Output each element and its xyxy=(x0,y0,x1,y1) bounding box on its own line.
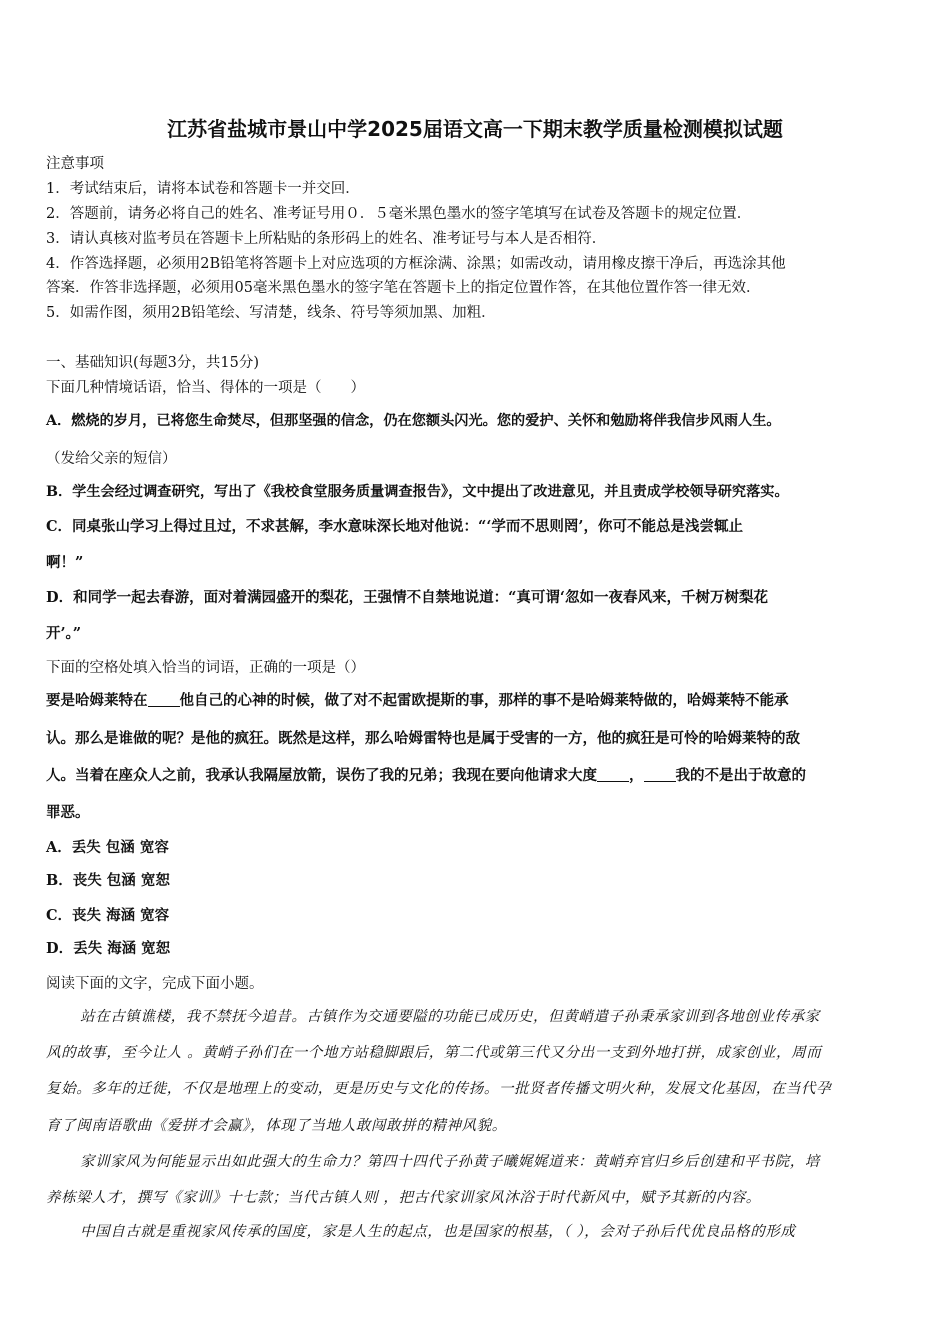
question-2-passage-line xyxy=(46,764,806,785)
question-2-passage-line xyxy=(46,689,789,710)
question-2-option-a: A．丢失 包涵 宽容 xyxy=(46,839,169,856)
question-2-option-b: B．丧失 包涵 宽恕 xyxy=(46,872,170,889)
question-1-stem: 下面几种情境话语，恰当、得体的一项是（ ） xyxy=(46,380,365,396)
question-2-option-c: C．丧失 海涵 宽容 xyxy=(46,907,170,924)
question-1-option-a-note: （发给父亲的短信） xyxy=(46,451,177,467)
notice-item: 答案．作答非选择题，必须用05毫米黑色墨水的签字笔在答题卡上的指定位置作答，在其他位置作答一律无效． xyxy=(46,280,761,296)
notice-item: 5．如需作图，须用2B铅笔绘、写清楚，线条、符号等须加黑、加粗． xyxy=(46,305,496,321)
notice-item: 4．作答选择题，必须用2B铅笔将答题卡上对应选项的方框涂满、涂黑；如需改动，请用橡皮擦干净后，再选涂其他 xyxy=(46,256,786,272)
notice-item: 1．考试结束后，请将本试卷和答题卡一并交回． xyxy=(46,181,360,197)
fill-blank xyxy=(148,692,180,707)
reading-paragraph-line: 站在古镇谯楼，我不禁抚今追昔。古镇作为交通要隘的功能已成历史，但黄峭遣子孙秉承家训到各地创业传承家 xyxy=(80,1009,820,1025)
reading-paragraph-line: 风的故事，至今让人 。黄峭子孙们在一个地方站稳脚跟后，第二代或第三代又分出一支到外地打拼，成家创业，周而 xyxy=(46,1045,822,1061)
notice-item: 2．答题前，请务必将自己的姓名、准考证号用０．５毫米黑色墨水的签字笔填写在试卷及答题卡的规定位置． xyxy=(46,206,752,222)
passage-text: 人。当着在座众人之前，我承认我隔屋放箭，误伤了我的兄弟；我现在要向他请求大度 xyxy=(46,767,597,784)
question-1-option-c-cont: 啊！” xyxy=(46,554,84,571)
reading-paragraph-line: 养栋梁人才，撰写《家训》十七款；当代古镇人则 ，把古代家训家风沐浴于时代新风中，赋予其新的内容。 xyxy=(46,1190,761,1206)
question-1-option-b: B．学生会经过调查研究，写出了《我校食堂服务质量调查报告》，文中提出了改进意见，并且责成学校领导研究落实。 xyxy=(46,484,789,500)
section-heading: 一、基础知识(每题3分，共15分) xyxy=(46,355,259,371)
passage-text: 要是哈姆莱特在 xyxy=(46,692,148,709)
question-1-option-d-cont: 开’。” xyxy=(46,625,82,642)
reading-intro: 阅读下面的文字，完成下面小题。 xyxy=(46,976,264,992)
question-2-passage-line: 罪恶。 xyxy=(46,804,90,821)
question-2-passage-line: 认。那么是谁做的呢？是他的疯狂。既然是这样，那么哈姆雷特也是属于受害的一方，他的疯狂是可怜的哈姆莱特的敌 xyxy=(46,730,800,747)
question-2-stem: 下面的空格处填入恰当的词语，正确的一项是（） xyxy=(46,660,365,676)
page-title: 江苏省盐城市景山中学2025届语文高一下期末教学质量检测模拟试题 xyxy=(167,117,783,141)
question-2-option-d: D．丢失 海涵 宽恕 xyxy=(46,940,171,957)
fill-blank xyxy=(597,767,629,782)
question-1-option-a: A．燃烧的岁月，已将您生命焚尽，但那坚强的信念，仍在您额头闪光。您的爱护、关怀和勉励将伴我信步风雨人生。 xyxy=(46,413,781,429)
notice-heading: 注意事项 xyxy=(46,156,104,172)
reading-paragraph-line: 家训家风为何能显示出如此强大的生命力？第四十四代子孙黄子曦娓娓道来：黄峭弃官归乡后创建和平书院，培 xyxy=(80,1154,820,1170)
passage-text: 我的不是出于故意的 xyxy=(675,767,806,784)
reading-paragraph-line: 复始。多年的迁徙，不仅是地理上的变动，更是历史与文化的传扬。一批贤者传播文明火种，发展文化基因，在当代孕 xyxy=(46,1081,832,1097)
reading-paragraph-line: 育了闽南语歌曲《爱拼才会赢》，体现了当地人敢闯敢拼的精神风貌。 xyxy=(46,1118,507,1134)
passage-text: ， xyxy=(629,767,644,784)
notice-item: 3．请认真核对监考员在答题卡上所粘贴的条形码上的姓名、准考证号与本人是否相符． xyxy=(46,231,607,247)
question-1-option-d: D．和同学一起去春游，面对着满园盛开的梨花，王强情不自禁地说道：“真可谓‘忽如一夜春风来，千树万树梨花 xyxy=(46,589,768,606)
passage-text: 他自己的心神的时候，做了对不起雷欧提斯的事，那样的事不是哈姆莱特做的，哈姆莱特不能承 xyxy=(179,692,789,709)
reading-paragraph-line: 中国自古就是重视家风传承的国度，家是人生的起点，也是国家的根基，（ ），会对子孙后代优良品格的形成 xyxy=(80,1224,796,1240)
question-1-option-c: C．同桌张山学习上得过且过，不求甚解，李水意味深长地对他说：“‘学而不思则罔’，你可不能总是浅尝辄止 xyxy=(46,518,743,535)
fill-blank xyxy=(644,767,676,782)
